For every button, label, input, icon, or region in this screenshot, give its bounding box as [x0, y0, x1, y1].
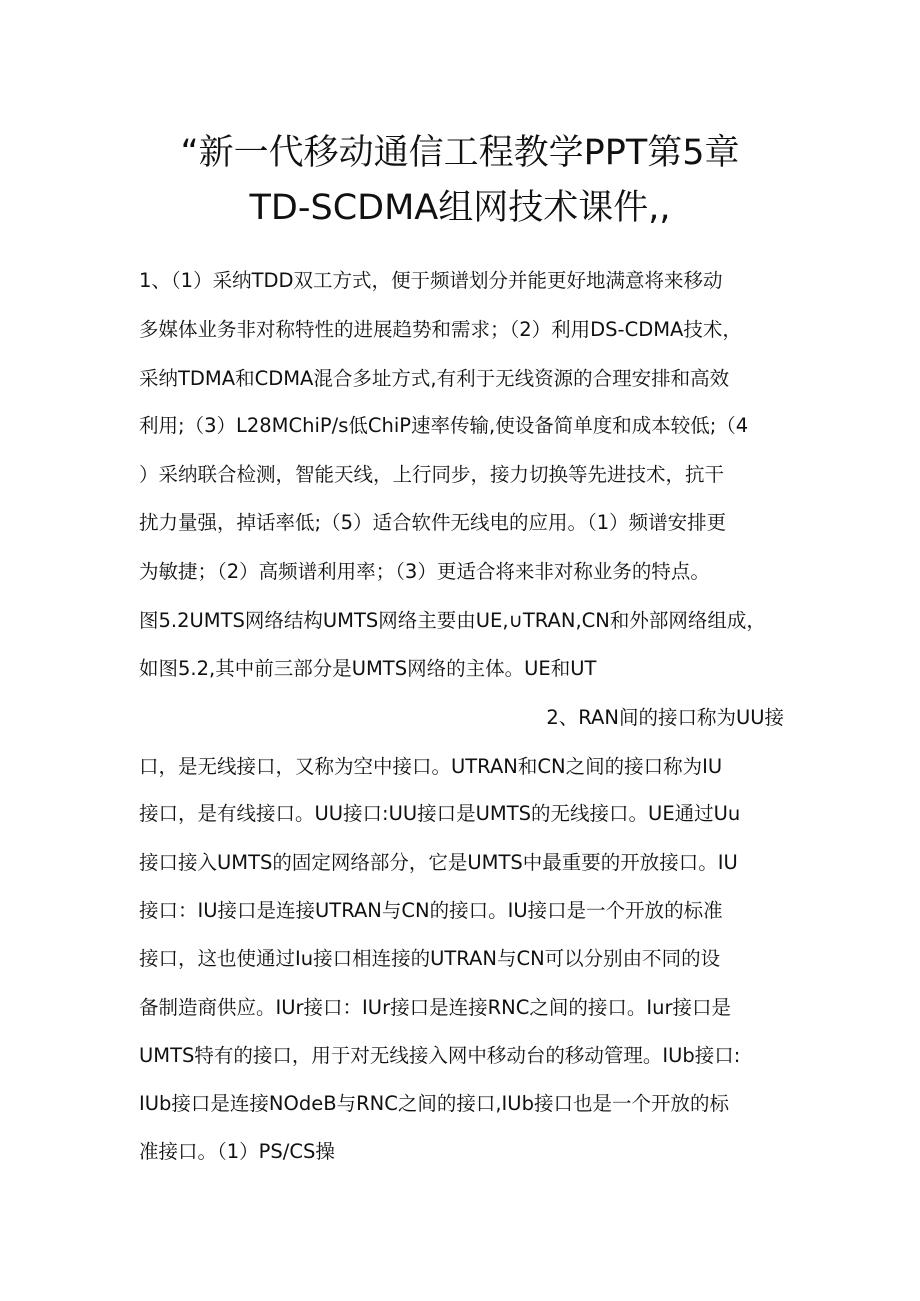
body-line: 接口：IU接口是连接UTRAN与CN的接口。IU接口是一个开放的标准 — [139, 899, 723, 922]
body-line: 多媒体业务非对称特性的进展趋势和需求；（2）利用DS-CDMA技术， — [139, 318, 742, 341]
body-line: 备制造商供应。IUr接口：IUr接口是连接RNC之间的接口。Iur接口是 — [139, 996, 731, 1019]
body-line: 采纳TDMA和CDMA混合多址方式,有利于无线资源的合理安排和高效 — [139, 367, 730, 390]
document-title-line-2: TD-SCDMA组网技术课件,, — [249, 188, 671, 228]
body-line: IUb接口是连接NOdeB与RNC之间的接口,IUb接口也是一个开放的标 — [139, 1092, 729, 1115]
body-line: 准接口。（1）PS/CS操 — [139, 1140, 335, 1163]
body-line: 接口，是有线接口。UU接口:UU接口是UMTS的无线接口。UE通过Uu — [139, 802, 741, 825]
body-line: ）采纳联合检测，智能天线，上行同步，接力切换等先进技术，抗干 — [139, 463, 725, 486]
body-line: 扰力量强，掉话率低;（5）适合软件无线电的应用。（1）频谱安排更 — [139, 511, 727, 534]
body-line: 为敏捷；（2）高频谱利用率；（3）更适合将来非对称业务的特点。 — [139, 560, 710, 583]
body-line: 接口，这也使通过Iu接口相连接的UTRAN与CN可以分别由不同的设 — [139, 947, 721, 970]
section-2-start-line: 2、RAN间的接口称为UU接 — [546, 706, 784, 729]
document-title-line-1: “新一代移动通信工程教学PPT第5章 — [180, 133, 740, 173]
body-line: 1、（1）采纳TDD双工方式，便于频谱划分并能更好地满意将来移动 — [139, 269, 723, 292]
body-line: 如图5.2,其中前三部分是UMTS网络的主体。UE和UT — [139, 657, 597, 680]
body-line: 口，是无线接口，又称为空中接口。UTRAN和CN之间的接口称为IU — [139, 755, 723, 778]
body-line: UMTS特有的接口，用于对无线接入网中移动台的移动管理。IUb接口: — [139, 1044, 741, 1067]
body-line: 利用;（3）L28MChiP/s低ChiP速率传输,使设备简单度和成本较低;（4 — [139, 414, 749, 437]
body-line: 接口接入UMTS的固定网络部分，它是UMTS中最重要的开放接口。IU — [139, 851, 738, 874]
body-line: 图5.2UMTS网络结构UMTS网络主要由UE,∪TRAN,CN和外部网络组成， — [139, 609, 766, 632]
